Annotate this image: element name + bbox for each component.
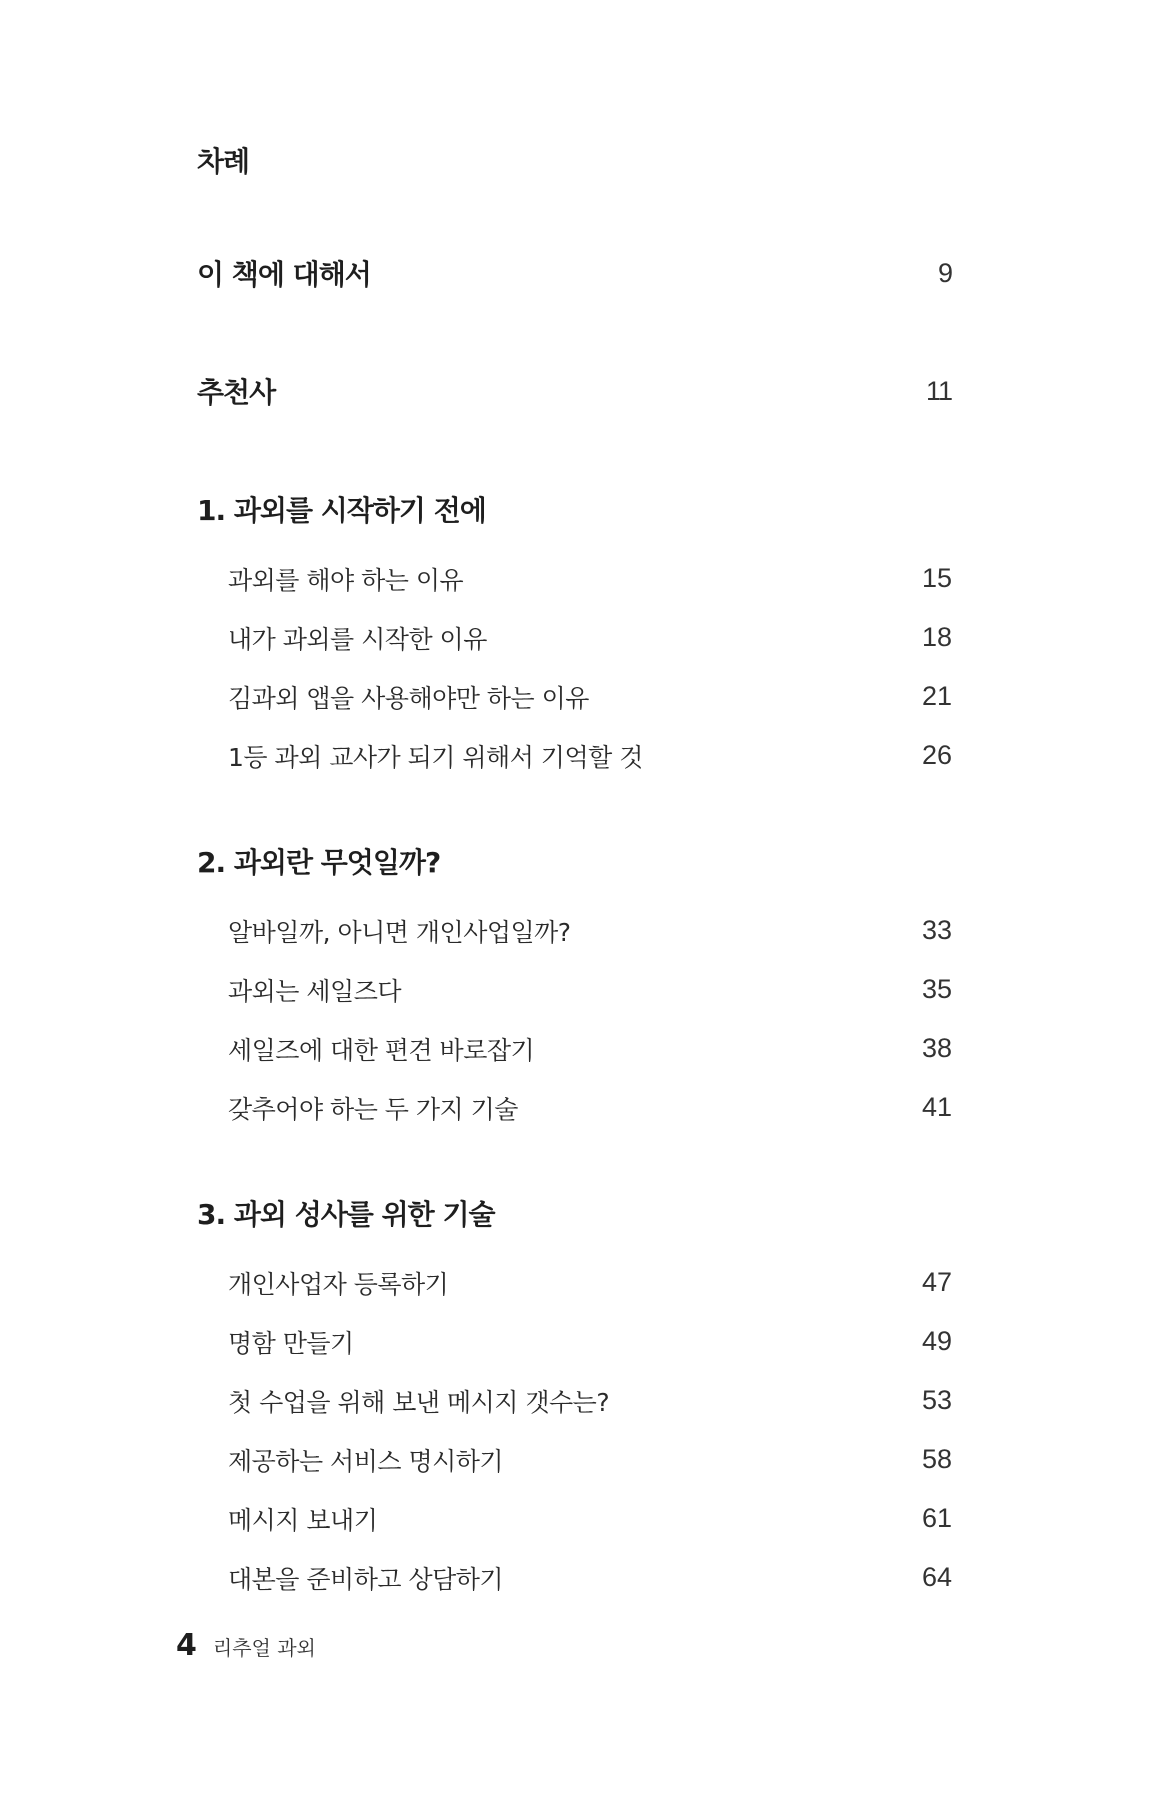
section-heading: 2. 과외란 무엇일까? <box>197 846 441 879</box>
toc-item-label: 갖추어야 하는 두 가지 기술 <box>228 1094 518 1124</box>
toc-item-label: 대본을 준비하고 상담하기 <box>228 1564 504 1594</box>
toc-item <box>197 1078 952 1137</box>
toc-item <box>197 901 952 960</box>
toc-entry-page: 9 <box>937 257 952 288</box>
toc-item-label: 알바일까, 아니면 개인사업일까? <box>228 917 571 947</box>
table-of-contents <box>197 255 952 1665</box>
toc-entry-label: 추천사 <box>197 376 276 409</box>
toc-item <box>197 549 952 608</box>
toc-item-page: 64 <box>921 1562 952 1592</box>
page-footer <box>176 1628 316 1663</box>
toc-item-page: 61 <box>921 1503 952 1533</box>
toc-item <box>197 1019 952 1078</box>
toc-item-label: 김과외 앱을 사용해야만 하는 이유 <box>228 683 589 713</box>
toc-item-label: 명함 만들기 <box>228 1328 354 1358</box>
toc-entry <box>197 255 952 291</box>
toc-item <box>197 667 952 726</box>
toc-item <box>197 1548 952 1607</box>
toc-item-page: 58 <box>921 1444 952 1474</box>
toc-section <box>197 491 952 785</box>
toc-item-label: 메시지 보내기 <box>228 1505 378 1535</box>
toc-item-label: 과외는 세일즈다 <box>228 976 401 1006</box>
toc-entry-page: 11 <box>925 375 952 406</box>
section-heading: 1. 과외를 시작하기 전에 <box>197 494 486 527</box>
toc-item-label: 1등 과외 교사가 되기 위해서 기억할 것 <box>228 742 643 772</box>
toc-item-label: 내가 과외를 시작한 이유 <box>228 624 487 654</box>
toc-entry-label: 이 책에 대해서 <box>197 258 371 291</box>
footer-page-number: 4 <box>176 1628 197 1663</box>
toc-title: 차례 <box>197 145 250 178</box>
toc-item <box>197 1489 952 1548</box>
toc-item-page: 35 <box>921 974 952 1004</box>
toc-item-label: 제공하는 서비스 명시하기 <box>228 1446 504 1476</box>
footer-book-title: 리추얼 과외 <box>212 1636 316 1660</box>
toc-item-page: 41 <box>921 1092 952 1122</box>
toc-item-page: 21 <box>921 681 952 711</box>
toc-item-page: 38 <box>921 1033 952 1063</box>
toc-item <box>197 726 952 785</box>
toc-item-page: 33 <box>921 915 952 945</box>
toc-item <box>197 1312 952 1371</box>
toc-item <box>197 1430 952 1489</box>
toc-item-page: 15 <box>921 563 952 593</box>
toc-item <box>197 960 952 1019</box>
toc-item <box>197 608 952 667</box>
toc-item-label: 세일즈에 대한 편견 바로잡기 <box>228 1035 535 1065</box>
section-heading: 3. 과외 성사를 위한 기술 <box>197 1198 495 1231</box>
toc-item <box>197 1253 952 1312</box>
toc-item-label: 개인사업자 등록하기 <box>228 1269 449 1299</box>
toc-item-page: 18 <box>921 622 952 652</box>
toc-item-label: 과외를 해야 하는 이유 <box>228 565 464 595</box>
toc-section <box>197 1195 952 1607</box>
toc-entry <box>197 373 952 409</box>
toc-item-label: 첫 수업을 위해 보낸 메시지 갯수는? <box>228 1387 610 1417</box>
toc-item-page: 26 <box>921 740 952 770</box>
toc-item <box>197 1371 952 1430</box>
toc-item-page: 53 <box>921 1385 952 1415</box>
toc-item-page: 49 <box>921 1326 952 1356</box>
toc-item-page: 47 <box>921 1267 952 1297</box>
toc-section <box>197 843 952 1137</box>
